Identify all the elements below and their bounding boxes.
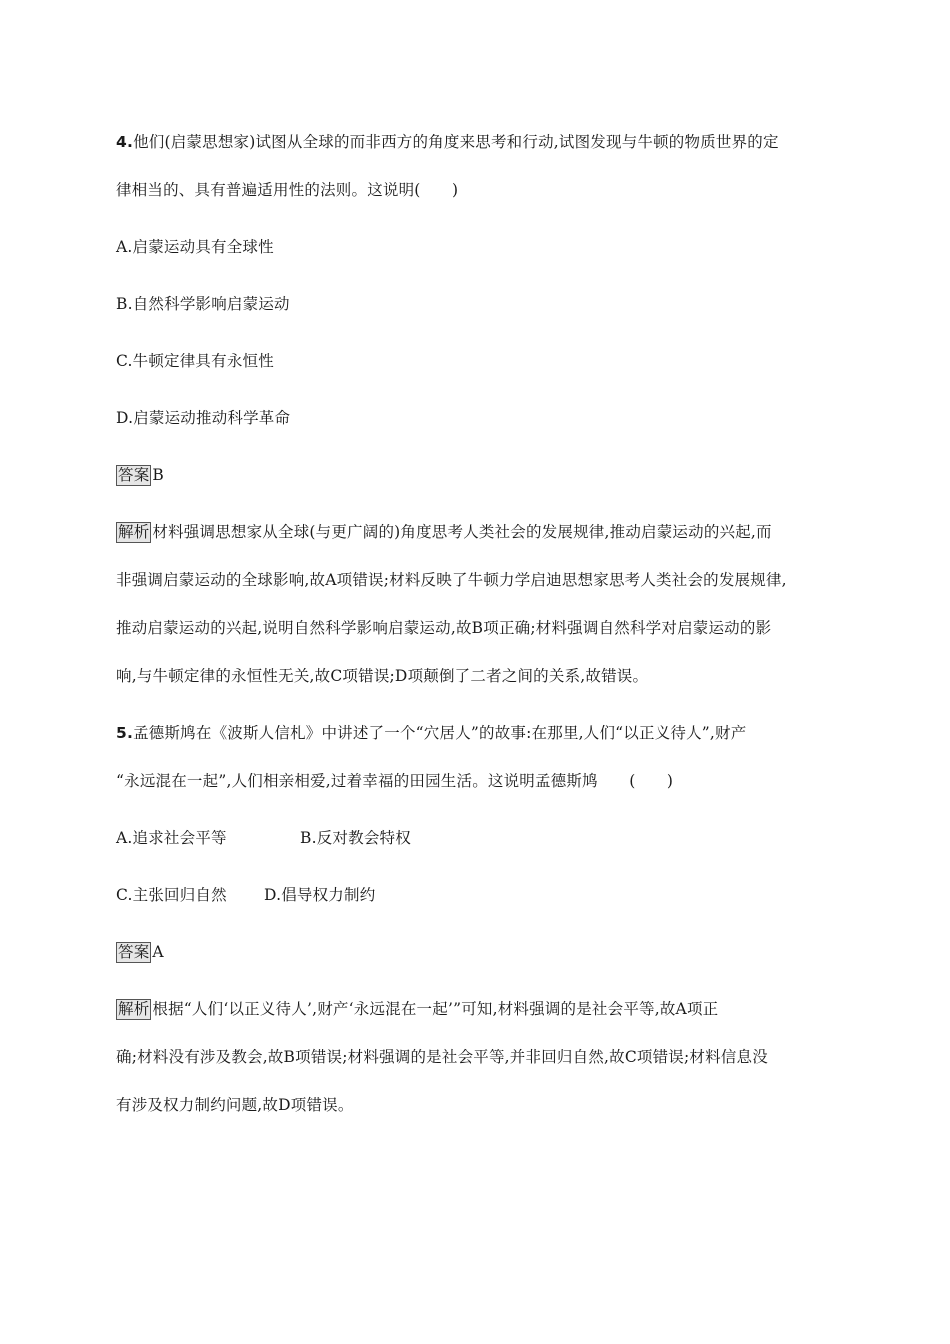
question-4-analysis-line-1 (116, 508, 840, 556)
question-4-analysis-line-2: 非强调启蒙运动的全球影响,故A项错误;材料反映了牛顿力学启迪思想家思考人类社会的发展规律, (116, 571, 787, 589)
question-5-stem-text-1: 孟德斯鸠在《波斯人信札》中讲述了一个“穴居人”的故事:在那里,人们“以正义待人”,财产 (133, 724, 747, 742)
question-5-answer (116, 928, 840, 976)
question-5-number: 5. (116, 724, 134, 742)
question-5-analysis-line-2: 确;材料没有涉及教会,故B项错误;材料强调的是社会平等,并非回归自然,故C项错误;材料信息没 (116, 1048, 768, 1066)
question-5-stem-line-2: “永远混在一起”,人们相亲相爱,过着幸福的田园生活。这说明孟德斯鸠 ( ) (116, 772, 674, 790)
question-5-option-b: B.反对教会特权 (300, 829, 411, 847)
document-page (116, 118, 840, 1129)
question-4-answer-value: B (152, 466, 164, 484)
question-5-option-d: D.倡导权力制约 (264, 886, 376, 904)
question-4-analysis-line-4: 响,与牛顿定律的永恒性无关,故C项错误;D项颠倒了二者之间的关系,故错误。 (116, 667, 649, 685)
analysis-tag: 解析 (118, 1000, 150, 1018)
question-5-option-a: A.追求社会平等 (116, 829, 227, 847)
question-4-option-b: B.自然科学影响启蒙运动 (116, 295, 290, 313)
question-4-analysis-line-3: 推动启蒙运动的兴起,说明自然科学影响启蒙运动,故B项正确;材料强调自然科学对启蒙运动的影 (116, 619, 772, 637)
question-4-option-c: C.牛顿定律具有永恒性 (116, 352, 274, 370)
question-5-analysis-text-1: 根据“人们‘以正义待人’,财产‘永远混在一起’”可知,材料强调的是社会平等,故A项正 (152, 1000, 719, 1018)
question-5-options-row-1 (116, 814, 840, 862)
question-4-stem-line-2: 律相当的、具有普遍适用性的法则。这说明( ) (116, 181, 459, 199)
question-4-answer (116, 451, 840, 499)
answer-tag: 答案 (118, 466, 150, 484)
question-5-analysis-line-1 (116, 985, 840, 1033)
question-4-analysis-text-1: 材料强调思想家从全球(与更广阔的)角度思考人类社会的发展规律,推动启蒙运动的兴起,而 (152, 523, 772, 541)
question-4-option-a: A.启蒙运动具有全球性 (116, 238, 274, 256)
question-5-stem-line-1 (116, 709, 840, 757)
answer-tag: 答案 (118, 943, 150, 961)
analysis-tag: 解析 (118, 523, 150, 541)
question-4-number: 4. (116, 133, 134, 151)
question-5-analysis-line-3: 有涉及权力制约问题,故D项错误。 (116, 1096, 354, 1114)
question-5-option-c: C.主张回归自然 (116, 886, 227, 904)
question-4-option-d: D.启蒙运动推动科学革命 (116, 409, 291, 427)
question-5 (116, 709, 840, 1129)
question-4-stem-text-1: 他们(启蒙思想家)试图从全球的而非西方的角度来思考和行动,试图发现与牛顿的物质世界的定 (133, 133, 779, 151)
question-4-stem-line-1 (116, 118, 840, 166)
question-5-options-row-2 (116, 871, 840, 919)
question-4 (116, 118, 840, 700)
question-5-answer-value: A (152, 943, 164, 961)
